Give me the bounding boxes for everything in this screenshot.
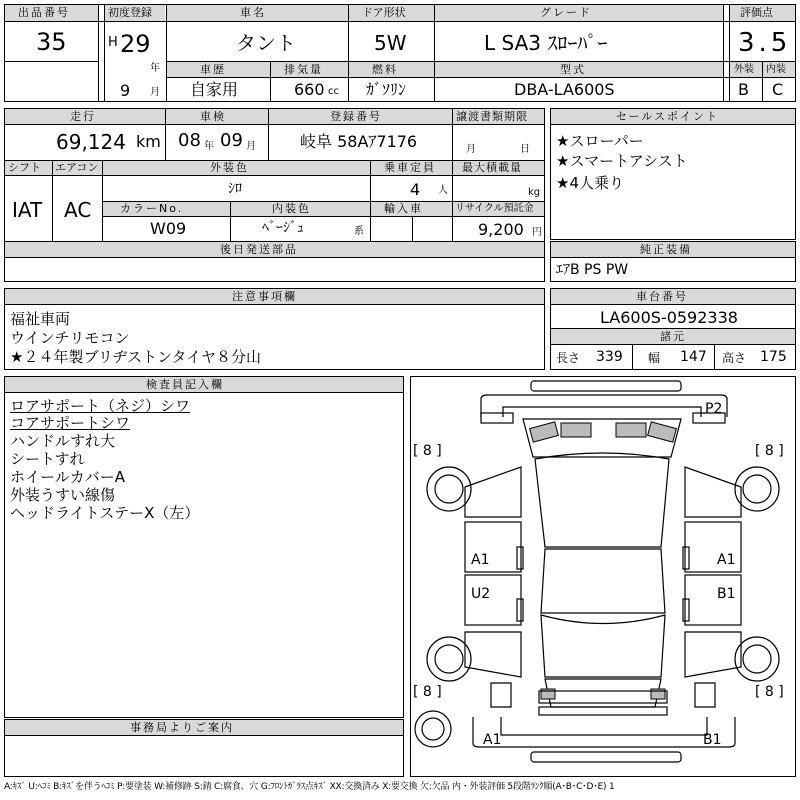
note-3: ★２４年製ブリヂストンタイヤ８分山 [10, 348, 262, 366]
notes-label: 注意事項欄 [232, 290, 297, 303]
width: 147 [680, 349, 707, 365]
first-reg-label: 初度登録 [108, 6, 152, 19]
inspector-note-3: ハンドルすれ大 [10, 432, 116, 450]
inspector-note-2: コアサポートシワ [10, 414, 131, 432]
damage-mark-a1-bottom: A1 [483, 732, 502, 748]
year-unit: 年 [150, 63, 160, 74]
later-parts-label: 後日発送部品 [220, 243, 298, 256]
inspection-year-unit: 年 [204, 141, 214, 152]
exterior-score: B [738, 80, 749, 99]
shift: IAT [12, 198, 43, 222]
inspector-note-1: ロアサポート（ネジ）シワ [10, 397, 191, 415]
car-name: タント [236, 31, 296, 55]
car-history: 自家用 [190, 80, 239, 99]
capacity-unit: 人 [438, 185, 448, 196]
recycle: 9,200 [478, 220, 524, 239]
lot-no-label: 出品番号 [18, 6, 70, 19]
fuel-label: 燃料 [372, 63, 398, 76]
recycle-label: リサイクル預託金 [455, 203, 534, 214]
int-color: ﾍﾞｰｼﾞｭ [262, 220, 304, 236]
first-reg-month: 9 [120, 81, 131, 100]
exterior-label: 外装 [734, 64, 754, 75]
interior-label: 内装 [766, 64, 786, 75]
int-color-unit: 系 [354, 226, 364, 237]
legend: A:ｷｽﾞ U:ﾍｺﾐ B:ｷｽﾞを伴うﾍｺﾐ P:要塗装 W:補修跡 S:錆 C:腐食、穴 G:ﾌﾛﾝﾄｶﾞﾗｽ点ｷｽﾞ XX:交換済み X:要交換 欠:欠品 内・外装評価 5段階ﾗﾝｸ順(A･B･C･D･E) 1 [4, 782, 615, 792]
int-color-label: 内装色 [272, 202, 311, 215]
sales-points-label: セールスポイント [616, 110, 720, 123]
model-label: 型式 [560, 63, 586, 76]
score: 3.5 [738, 28, 792, 58]
inspection-month: 09 [220, 130, 243, 151]
score-label: 評価点 [740, 6, 773, 19]
color-no: W09 [150, 219, 187, 238]
sales-point-3: ★4人乗り [556, 174, 624, 192]
displacement-label: 排気量 [284, 63, 323, 76]
damage-mark-a1-right: A1 [717, 552, 736, 568]
inspection-month-unit: 月 [246, 141, 256, 152]
transfer-day-unit: 日 [520, 144, 530, 155]
first-reg-year: 29 [120, 30, 151, 58]
car-outline-diagram [411, 377, 795, 776]
door-label: ドア形状 [362, 6, 406, 19]
tire-mark-rear-left: [ 8 ] [413, 684, 442, 700]
note-1: 福祉車両 [10, 310, 71, 328]
displacement-unit: cc [328, 86, 339, 97]
inspector-note-6: 外装うすい線傷 [10, 486, 116, 504]
damage-mark-p2: P2 [705, 401, 723, 417]
month-unit: 月 [150, 87, 160, 98]
max-load-label: 最大積載量 [462, 161, 522, 174]
length-label: 長さ [556, 351, 581, 365]
fuel: ｶﾞｿﾘﾝ [366, 80, 407, 99]
length: 339 [596, 349, 623, 365]
damage-mark-a1-left: A1 [471, 552, 490, 568]
sales-point-2: ★スマートアシスト [556, 152, 688, 170]
mileage-label: 走行 [70, 110, 96, 123]
chassis-no: LA600S-0592338 [600, 308, 738, 327]
inspector-label: 検査員記入欄 [146, 378, 224, 391]
door: 5W [374, 31, 407, 55]
recycle-unit: 円 [532, 227, 542, 238]
capacity-label: 乗車定員 [384, 161, 436, 174]
office-label: 事務局よりご案内 [130, 721, 234, 734]
transfer-label: 譲渡書類期限 [456, 110, 528, 123]
mileage: 69,124 [56, 130, 126, 154]
damage-mark-u2: U2 [471, 586, 491, 602]
grade: L SA3 ｽﾛｰﾊﾟｰ [484, 31, 608, 55]
height-label: 高さ [722, 351, 747, 365]
car-history-label: 車歴 [200, 63, 226, 76]
grade-label: グレード [540, 6, 592, 19]
era: H [108, 35, 118, 50]
ext-color: ｼﾛ [228, 181, 242, 197]
damage-mark-b1-bottom: B1 [703, 732, 722, 748]
car-name-label: 車名 [240, 6, 266, 19]
lot-no: 35 [36, 28, 67, 56]
chassis-label: 車台番号 [636, 290, 688, 303]
tire-mark-front-left: [ 8 ] [413, 443, 442, 459]
damage-mark-b1-right: B1 [717, 586, 736, 602]
width-label: 幅 [648, 351, 661, 365]
inspection-year: 08 [178, 130, 201, 151]
tire-mark-front-right: [ 8 ] [755, 443, 784, 459]
equipment-value: ｴｱB PS PW [556, 262, 629, 278]
color-no-label: カラーNo. [120, 202, 184, 215]
note-2: ウインチリモコン [10, 329, 130, 347]
inspector-note-4: シートすれ [10, 450, 85, 468]
shift-label: シフト [8, 161, 41, 174]
reg-no-label: 登録番号 [330, 110, 382, 123]
tire-mark-rear-right: [ 8 ] [755, 684, 784, 700]
ac: AC [64, 198, 92, 222]
model: DBA-LA600S [514, 80, 615, 99]
inspection-label: 車検 [200, 110, 226, 123]
ext-color-label: 外装色 [210, 161, 249, 174]
reg-no: 岐阜 58Aｱ7176 [300, 132, 418, 151]
capacity: 4 [410, 180, 421, 199]
max-load-unit: kg [528, 187, 541, 198]
height: 175 [760, 349, 787, 365]
import-label: 輸入車 [384, 202, 423, 215]
sales-point-1: ★スローパー [556, 132, 644, 150]
interior-score: C [772, 80, 784, 99]
car-diagram [410, 376, 796, 777]
displacement: 660 [294, 80, 325, 99]
inspector-note-5: ホイールカバーA [10, 468, 125, 486]
dimensions-label: 諸元 [660, 330, 686, 343]
mileage-unit: km [136, 132, 161, 151]
equipment-label: 純正装備 [640, 243, 692, 256]
inspector-note-7: ヘッドライトステーX（左） [10, 504, 200, 522]
transfer-month-unit: 月 [466, 144, 476, 155]
ac-label: エアコン [55, 161, 99, 174]
